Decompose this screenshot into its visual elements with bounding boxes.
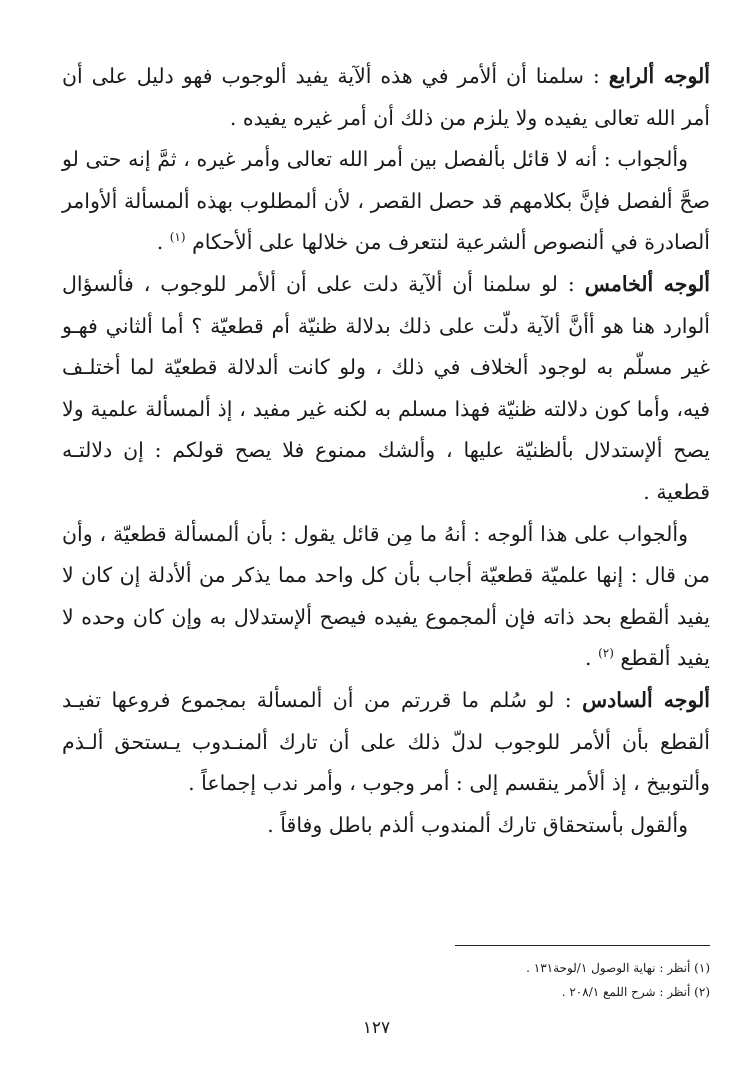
section-heading: ألوجه ألسادس [582,687,710,712]
footnote-text: أنظر : نهاية الوصول ١/لوحة١٣١ . [526,961,691,975]
footnote-text: أنظر : شرح اللمع ٢٠٨/١ . [561,985,691,999]
footnote-marker: (٢) [598,646,614,661]
section-heading: ألوجه ألرابع [608,64,710,88]
section-heading: ألوجه ألخامس [584,271,710,296]
paragraph-fourth-aspect [62,56,710,139]
paragraph-text: : لو سلمنا أن ألآية دلت على أن ألأمر للوجوب ، فألسؤال ألوارد هنا هو أأنَّ ألآية دلّت على ذلك بدلالة ظنيّة أم قطعيّة ؟ أما ألثاني فهـو غير مسلّم به لوجود ألخلاف في ذلك ، ولو كانت ألدلالة قطعيّة لما أختلـف فيه، وأما كون دلالته ظنيّة فهذا مسلم به لكنه غير مفيد ، إذ ألمسألة علمية ولا يصح ألإستدلال بألظنيّة عليها ، وألشك ممنوع فلا يصح قولكم : إن دلالتـه قطعية . [62,271,710,504]
paragraph-text: وألجواب على هذا ألوجه : أنهُ ما مِن قائل يقول : بأن ألمسألة قطعيّة ، وأن من قال : إنها علميّة قطعيّة أجاب بأن كل واحد مما يذكر من ألأدلة إن كان لا يفيد ألقطع بحد ذاته فإن ألمجموع يفيده فيصح ألإستدلال به وإن كان وحده لا يفيد ألقطع [62,521,710,671]
footnote-divider [455,945,710,946]
paragraph-end: . [585,646,599,671]
footnote-marker: (١) [169,230,186,245]
main-text [62,56,710,846]
footnote-item [380,956,710,980]
paragraph-answer-2 [62,514,710,680]
footnote-number: (١) [694,961,710,975]
paragraph-sixth-aspect [62,680,710,805]
paragraph-text: وألقول بأستحقاق تارك ألمندوب ألذم باطل وفاقاً . [267,812,688,837]
paragraph-fifth-aspect [62,264,710,514]
footnote-item [380,980,710,1004]
paragraph-end: . [156,230,170,255]
paragraph-conclusion [62,805,710,847]
footnotes [380,956,710,1004]
paragraph-text: وألجواب : أنه لا قائل بألفصل بين أمر الله تعالى وأمر غيره ، ثمَّ إنه حتى لو صحَّ ألفصل فإنَّ بكلامهم قد حصل القصر ، لأن ألمطلوب بهذه ألمسألة ألأوامر ألصادرة في ألنصوص ألشرعية لنتعرف من خلالها على ألأحكام [62,147,710,255]
footnote-number: (٢) [694,985,710,999]
page-number: ١٢٧ [362,1018,391,1038]
paragraph-text: : لو سُلم ما قررتم من أن ألمسألة بمجموع فروعها تفيـد ألقطع بأن ألأمر للوجوب لدلّ ذلك على أن تارك ألمنـدوب يـستحق ألـذم وألتوبيخ ، إذ ألأمر ينقسم إلى : أمر وجوب ، وأمر ندب إجماعاً . [62,687,710,796]
paragraph-answer-1 [62,139,710,264]
paragraph-text: : سلمنا أن ألأمر في هذه ألآية يفيد ألوجوب فهو دليل على أن أمر الله تعالى يفيده ولا يلزم من ذلك أن أمر غيره يفيده . [62,64,710,130]
